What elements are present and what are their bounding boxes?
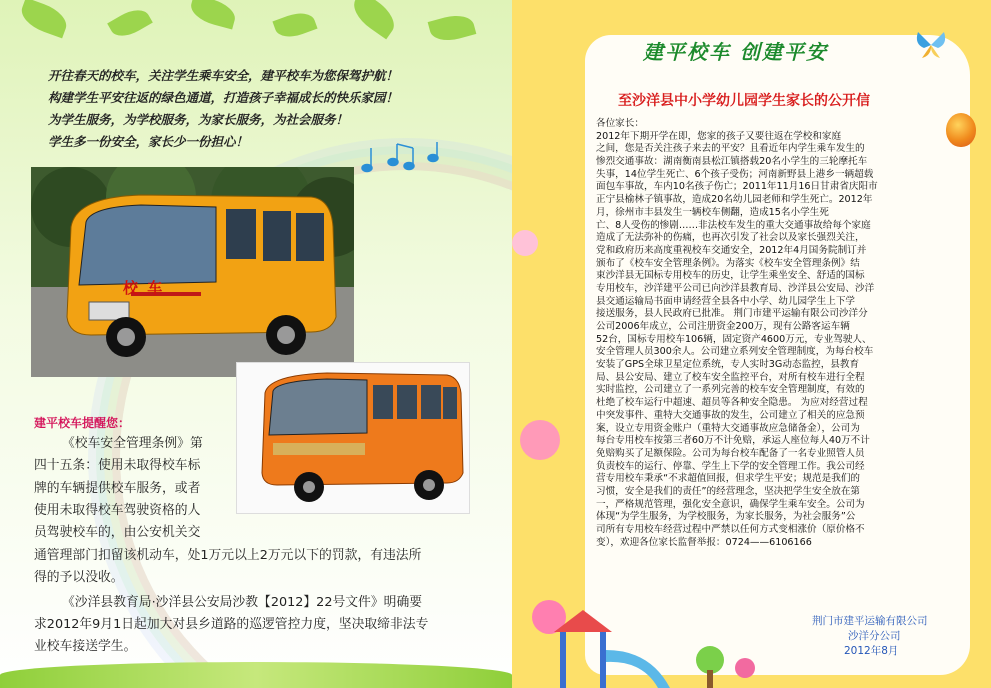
letter-line: 颁布了《校车安全管理条例》。为落实《校车安全管理条例》结 — [596, 257, 860, 269]
slogan-line: 构建学生平安往返的绿色通道，打造孩子幸福成长的快乐家园！ — [48, 90, 399, 105]
flower-decoration — [512, 230, 538, 256]
letter-line: 失事，14位学生死亡、6个孩子受伤；河南新野县上港乡一辆超载 — [596, 168, 874, 180]
letter-line: 公司2006年成立，公司注册资金200万，现有公路客运车辆 — [596, 321, 850, 332]
paragraph-line: 《校车安全管理条例》第 — [62, 436, 203, 451]
letter-line: 52台，国标专用校车106辆，固定资产4600万元，专业驾驶人、 — [596, 333, 872, 345]
paragraph-line: 通管理部门扣留该机动车，处1万元以上2万元以下的罚款，有违法所 — [34, 548, 422, 563]
bus-sign-text: 校 车 — [123, 279, 165, 297]
letter-line: 惨烈交通事故：湖南衡南县松江镇搭载20名小学生的三轮摩托车 — [596, 156, 868, 168]
letter-line: 变），欢迎各位家长监督举报：0724——6106166 — [596, 536, 812, 548]
letter-line: 之间，您是否关注孩子来去的平安？且看近年内学生乘车发生的 — [596, 143, 865, 155]
right-slogan: 建平校车 创建平安 — [643, 40, 828, 64]
paragraph-line: 业校车接送学生。 — [34, 639, 137, 654]
letter-line: 实时监控，公司建立了一系列完善的校车安全管理制度，有效的 — [596, 384, 865, 396]
letter-line: 局、县公安局、建立了校车安全监控平台，对所有校车进行全程 — [596, 371, 865, 383]
letter-line: 习惯，安全是我们的责任”的经营理念，坚决把学生安全放在第 — [596, 485, 861, 497]
letter-line: 免赔购买了足额保险。公司为每台校车配备了一名专业照管人员 — [596, 447, 865, 459]
letter-line: 营专用校车秉承“不求超值回报，但求学生平安；规范是我们的 — [596, 473, 861, 485]
letter-line: 党和政府历来高度重视校车交通安全，2012年4月国务院制订并 — [596, 244, 867, 256]
letter-line: 面包车事故，车内10名孩子伤亡；2011年11月16日甘肃省庆阳市 — [596, 181, 878, 193]
playground-decoration — [540, 610, 760, 688]
letter-line: 正宁县榆林子镇事故，造成20名幼儿园老师和学生死亡。2012年 — [596, 194, 873, 206]
paragraph-line: 《沙洋县教育局·沙洋县公安局沙教【2012】22号文件》明确要 — [62, 595, 423, 610]
letter-line: 专用校车，沙洋建平公司已向沙洋县教育局、沙洋县公安局、沙洋 — [596, 282, 875, 294]
paragraph-line: 求2012年9月1日起加大对县乡道路的巡逻管控力度，坚决取缔非法专 — [34, 617, 429, 632]
letter-line: 2012年下期开学在即，您家的孩子又要往返在学校和家庭 — [596, 130, 842, 142]
letter-line: 每台专用校车按第三者60万不计免赔，承运人座位每人40万不计 — [596, 435, 870, 447]
paragraph-line: 员驾驶校车的，由公安机关交 — [34, 525, 201, 540]
letter-line: 亡、8人受伤的惨剧……非法校车发生的重大交通事故给每个家庭 — [596, 219, 871, 231]
paragraph-line: 四十五条：使用未取得校车标 — [34, 458, 201, 473]
slogan-line: 为学生服务，为学校服务，为家长服务，为社会服务！ — [48, 112, 349, 127]
leaf-decoration — [188, 0, 239, 30]
leaf-decoration — [107, 3, 153, 42]
letter-line: 司所有专用校车经营过程中严禁以任何方式变相涨价（原价格不 — [596, 524, 865, 535]
paragraph-line: 得的予以没收。 — [34, 570, 124, 585]
paragraph-line: 牌的车辆提供校车服务，或者 — [34, 481, 201, 496]
letter-line: 造成了无法弥补的伤痛，也再次引发了社会以及家长强烈关注， — [596, 232, 865, 244]
letter-line: 各位家长： — [596, 118, 644, 129]
school-bus-photo-orange — [236, 362, 470, 514]
music-notes-icon — [355, 140, 455, 180]
letter-line: 县交通运输局书面申请经营全县各中小学、幼儿园学生上下学 — [596, 295, 856, 307]
grass-decoration — [0, 662, 512, 688]
letter-body — [596, 118, 948, 549]
signature-date: 2012年8月 — [844, 645, 899, 657]
signature-branch: 沙洋分公司 — [848, 630, 901, 642]
letter-line: 案，设立专用资金账户（重特大交通事故应急储备金），公司为 — [596, 422, 860, 434]
letter-line: 束沙洋县无国标专用校车的历史，让学生乘坐安全、舒适的国标 — [596, 270, 865, 282]
paragraph-line: 使用未取得校车驾驶资格的人 — [34, 503, 201, 518]
butterfly-icon — [914, 28, 948, 62]
warning-title: 建平校车提醒您： — [34, 416, 131, 430]
letter-line: 负责校车的运行、停靠、学生上下学的安全管理工作。我公司经 — [596, 460, 865, 472]
slogan-line: 开往春天的校车，关注学生乘车安全，建平校车为您保驾护航！ — [48, 68, 399, 83]
school-bus-photo-yellow — [31, 167, 354, 377]
letter-line: 一，严格规范管理，强化安全意识，确保学生乘车安全。公司为 — [596, 498, 865, 510]
letter-line: 杜绝了校车运行中超速、超员等各种安全隐患。 为应对经营过程 — [596, 397, 868, 409]
flower-decoration — [520, 420, 560, 460]
letter-line: 安全管理人员300余人。公司建立系列安全管理制度，为每台校车 — [596, 346, 874, 358]
letter-line: 安装了GPS全球卫星定位系统，专人实时3G动态监控，县教育 — [596, 359, 860, 371]
letter-line: 接送服务，县人民政府已批准。 荆门市建平运输有限公司沙洋分 — [596, 308, 868, 320]
leaf-decoration — [347, 0, 401, 39]
slogan-line: 学生多一份安全，家长少一份担心！ — [48, 134, 249, 149]
signature-company: 荆门市建平运输有限公司 — [812, 615, 928, 627]
leaf-decoration — [272, 8, 317, 42]
leaf-decoration — [17, 0, 71, 38]
letter-line: 体现“为学生服务，为学校服务，为家长服务，为社会服务”公 — [596, 511, 856, 523]
letter-line: 中突发事件、重特大交通事故的发生，公司建立了相关的应急预 — [596, 409, 865, 421]
hot-air-balloon-icon — [946, 113, 976, 147]
letter-title: 至沙洋县中小学幼儿园学生家长的公开信 — [618, 93, 870, 109]
letter-line: 月，徐州市丰县发生一辆校车侧翻，造成15名小学生死 — [596, 206, 829, 218]
leaf-decoration — [428, 11, 477, 46]
